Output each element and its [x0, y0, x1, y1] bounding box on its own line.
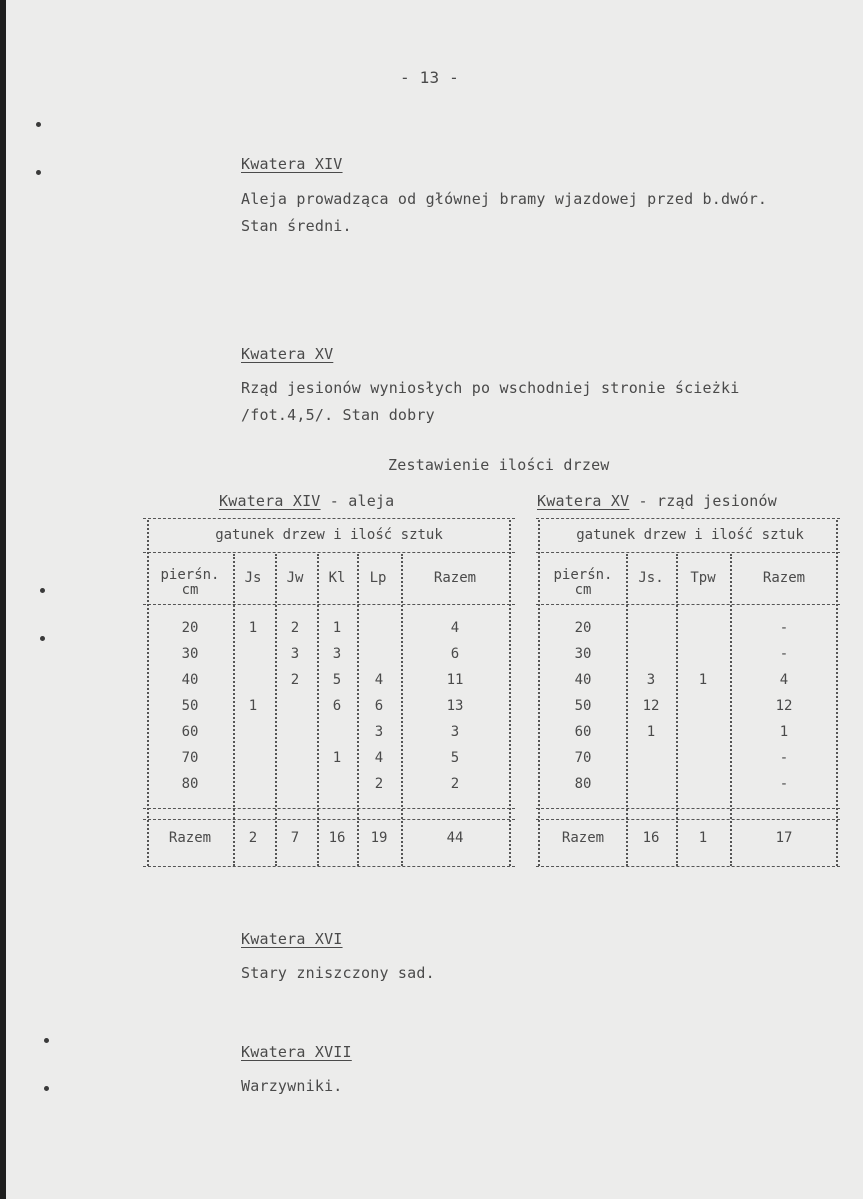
column-separator — [538, 520, 540, 866]
table-right — [536, 512, 840, 868]
table-cell: 20 — [181, 620, 199, 636]
table-cell: 2 — [290, 620, 300, 636]
table-cell: 3 — [646, 672, 656, 688]
section-heading-xv: Kwatera XV — [241, 345, 334, 363]
section-heading-xvii: Kwatera XVII — [241, 1043, 352, 1061]
table-left-header-razem: Razem — [433, 570, 477, 586]
table-cell: 3 — [332, 646, 342, 662]
table-cell: 1 — [779, 724, 789, 740]
table-total-cell: 1 — [698, 830, 708, 846]
table-left-caption — [219, 492, 394, 510]
table-cell: 80 — [181, 776, 199, 792]
table-rule — [536, 518, 840, 519]
table-total-cell: 44 — [446, 830, 464, 846]
column-separator — [676, 554, 678, 866]
table-cell: 4 — [779, 672, 789, 688]
table-cell: 6 — [450, 646, 460, 662]
table-cell: 1 — [646, 724, 656, 740]
table-rule — [143, 866, 515, 867]
table-cell: 60 — [181, 724, 199, 740]
table-cell: 2 — [374, 776, 384, 792]
table-left-header-jw: Jw — [286, 570, 304, 586]
table-right-header-tpw: Tpw — [690, 570, 716, 586]
table-cell: 11 — [446, 672, 464, 688]
table-cell: 4 — [450, 620, 460, 636]
table-cell: 70 — [181, 750, 199, 766]
table-total-cell: Razem — [168, 830, 212, 846]
table-cell: 6 — [374, 698, 384, 714]
table-right-group-header: gatunek drzew i ilość sztuk — [576, 527, 804, 543]
table-cell: 40 — [181, 672, 199, 688]
summary-title: Zestawienie ilości drzew — [388, 456, 610, 474]
table-cell: 1 — [332, 620, 342, 636]
table-right-caption-kwatera: Kwatera XV — [537, 492, 630, 510]
table-cell: 70 — [574, 750, 592, 766]
table-total-cell: 16 — [642, 830, 660, 846]
section-text-xvii: Warzywniki. — [241, 1077, 343, 1095]
table-cell: 5 — [332, 672, 342, 688]
table-right-header-js: Js. — [638, 570, 664, 586]
table-cell: 3 — [450, 724, 460, 740]
table-cell: - — [779, 776, 789, 792]
section-text-xiv-line1: Aleja prowadząca od głównej bramy wjazdowej przed b.dwór. — [241, 190, 768, 208]
column-separator — [401, 554, 403, 866]
scan-left-edge — [0, 0, 6, 1199]
table-cell: 12 — [642, 698, 660, 714]
column-separator — [836, 520, 838, 866]
header-label: pierśn. — [160, 567, 220, 583]
page-number: - 13 - — [400, 68, 459, 87]
table-total-cell: Razem — [561, 830, 605, 846]
column-separator — [730, 554, 732, 866]
table-cell: 80 — [574, 776, 592, 792]
table-cell: - — [779, 620, 789, 636]
table-total-cell: 7 — [290, 830, 300, 846]
table-right-caption — [537, 492, 777, 510]
column-separator — [626, 554, 628, 866]
section-heading-xvi: Kwatera XVI — [241, 930, 343, 948]
punch-hole-mark — [44, 1086, 49, 1091]
table-rule — [536, 552, 840, 553]
section-text-xv-line1: Rząd jesionów wyniosłych po wschodniej stronie ścieżki — [241, 379, 740, 397]
table-rule — [143, 518, 515, 519]
table-cell: 50 — [181, 698, 199, 714]
column-separator — [357, 554, 359, 866]
column-separator — [233, 554, 235, 866]
table-cell: 1 — [248, 620, 258, 636]
table-cell: 2 — [290, 672, 300, 688]
punch-hole-mark — [40, 588, 45, 593]
table-cell: 12 — [775, 698, 793, 714]
table-cell: 4 — [374, 672, 384, 688]
table-cell: 30 — [574, 646, 592, 662]
table-left-group-header: gatunek drzew i ilość sztuk — [215, 527, 443, 543]
column-separator — [509, 520, 511, 866]
punch-hole-mark — [36, 170, 41, 175]
table-cell: 40 — [574, 672, 592, 688]
table-rule — [143, 604, 515, 605]
table-cell: - — [779, 750, 789, 766]
column-separator — [275, 554, 277, 866]
table-cell: 6 — [332, 698, 342, 714]
table-left-header-lp: Lp — [369, 570, 387, 586]
table-cell: 50 — [574, 698, 592, 714]
section-text-xiv-line2: Stan średni. — [241, 217, 352, 235]
table-total-cell: 17 — [775, 830, 793, 846]
section-text-xvi: Stary zniszczony sad. — [241, 964, 435, 982]
table-cell: 30 — [181, 646, 199, 662]
table-rule — [536, 819, 840, 820]
column-separator — [317, 554, 319, 866]
table-total-cell: 19 — [370, 830, 388, 846]
table-left-header-kl: Kl — [328, 570, 346, 586]
column-separator — [147, 520, 149, 866]
punch-hole-mark — [40, 636, 45, 641]
punch-hole-mark — [44, 1038, 49, 1043]
section-text-xv-line2: /fot.4,5/. Stan dobry — [241, 406, 435, 424]
table-cell: 13 — [446, 698, 464, 714]
table-cell: 2 — [450, 776, 460, 792]
table-right-header-razem: Razem — [762, 570, 806, 586]
table-left-header-js: Js — [244, 570, 262, 586]
table-rule — [143, 819, 515, 820]
table-right-caption-rest: - rząd jesionów — [629, 492, 778, 510]
table-cell: 3 — [374, 724, 384, 740]
punch-hole-mark — [36, 122, 41, 127]
table-total-cell: 2 — [248, 830, 258, 846]
table-total-cell: 16 — [328, 830, 346, 846]
table-cell: 1 — [698, 672, 708, 688]
table-cell: 3 — [290, 646, 300, 662]
table-rule — [536, 866, 840, 867]
table-left — [143, 512, 515, 868]
table-rule — [536, 604, 840, 605]
table-left-caption-kwatera: Kwatera XIV — [219, 492, 321, 510]
table-rule — [143, 552, 515, 553]
header-label: pierśn. — [553, 567, 613, 583]
table-cell: 60 — [574, 724, 592, 740]
table-left-caption-rest: - aleja — [320, 492, 395, 510]
header-unit: cm — [574, 582, 592, 598]
table-right-header-piersn — [542, 568, 624, 598]
table-cell: 20 — [574, 620, 592, 636]
table-cell: 1 — [248, 698, 258, 714]
table-cell: - — [779, 646, 789, 662]
table-rule — [143, 808, 515, 809]
table-rule — [536, 808, 840, 809]
table-cell: 5 — [450, 750, 460, 766]
header-unit: cm — [181, 582, 199, 598]
section-heading-xiv: Kwatera XIV — [241, 155, 343, 173]
table-left-header-piersn — [149, 568, 231, 598]
table-cell: 4 — [374, 750, 384, 766]
table-cell: 1 — [332, 750, 342, 766]
